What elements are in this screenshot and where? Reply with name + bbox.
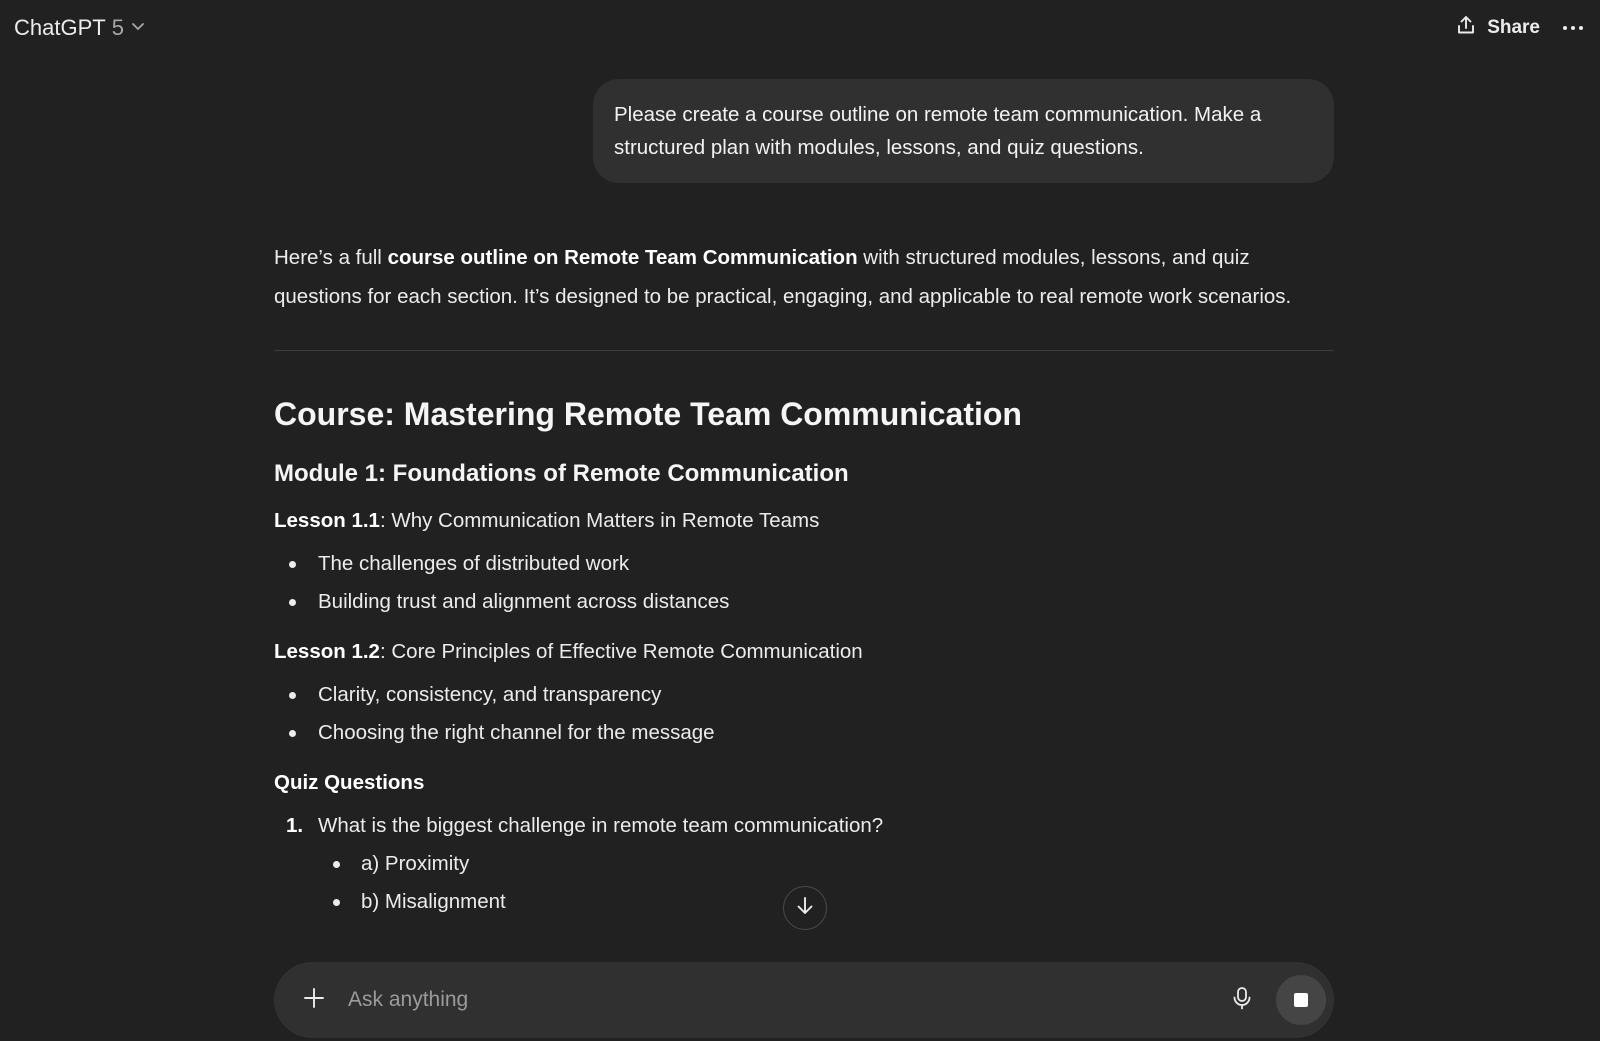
lesson-heading [274,637,1334,667]
lesson-title: : Why Communication Matters in Remote Teams [379,509,820,532]
share-button[interactable] [1455,14,1540,42]
question-text: What is the biggest challenge in remote team communication? [318,814,884,837]
lesson-heading [274,506,1334,536]
user-message: Please create a course outline on remote team communication. Make a structured plan with modules, lessons, and quiz questions. [593,79,1334,183]
more-icon [1562,19,1584,37]
list-item: Building trust and alignment across distances [274,583,1334,621]
scroll-to-bottom-button[interactable] [783,886,827,930]
quiz-heading: Quiz Questions [274,771,425,794]
chevron-down-icon [130,18,146,39]
dictate-button[interactable] [1222,980,1262,1020]
lesson-bullets [274,545,1334,621]
add-attachment-button[interactable] [300,986,328,1014]
answer-option: a) Proximity [274,845,1334,883]
stop-icon [1294,993,1308,1007]
arrow-down-icon [794,895,816,922]
list-item: Clarity, consistency, and transparency [274,676,1334,714]
composer [274,962,1334,1038]
module-title: Module 1: Foundations of Remote Communication [274,460,849,487]
microphone-icon [1231,986,1253,1015]
divider [274,350,1334,351]
share-label: Share [1487,17,1540,38]
list-item: Choosing the right channel for the message [274,714,1334,752]
answer-option: b) Misalignment [274,883,1334,921]
quiz-question [274,807,1334,845]
top-bar [0,0,1600,56]
more-options-button[interactable] [1562,19,1584,37]
plus-icon [303,987,325,1014]
lesson-label: Lesson 1.1 [274,509,380,532]
intro-text-start: Here’s a full [274,246,388,269]
assistant-intro [274,238,1334,316]
intro-text-end: with structured modules, lessons, and quiz questions for each section. It’s designed to be practical, engaging, and applicable to real remote work scenarios. [274,246,1292,308]
intro-bold-text: course outline on Remote Team Communication [387,246,858,269]
top-actions [1455,14,1584,42]
assistant-message [274,238,1334,921]
lesson-bullets [274,676,1334,752]
ask-input[interactable] [348,988,1222,1012]
model-version: 5 [111,15,124,40]
question-number: 1. [286,814,304,837]
lesson-label: Lesson 1.2 [274,640,380,663]
model-picker[interactable] [14,15,146,41]
course-title: Course: Mastering Remote Team Communication [274,396,1022,432]
share-icon [1455,14,1477,42]
lesson-title: : Core Principles of Effective Remote Communication [379,640,863,663]
model-name: ChatGPT [14,15,106,40]
list-item: The challenges of distributed work [274,545,1334,583]
stop-generating-button[interactable] [1276,975,1326,1025]
